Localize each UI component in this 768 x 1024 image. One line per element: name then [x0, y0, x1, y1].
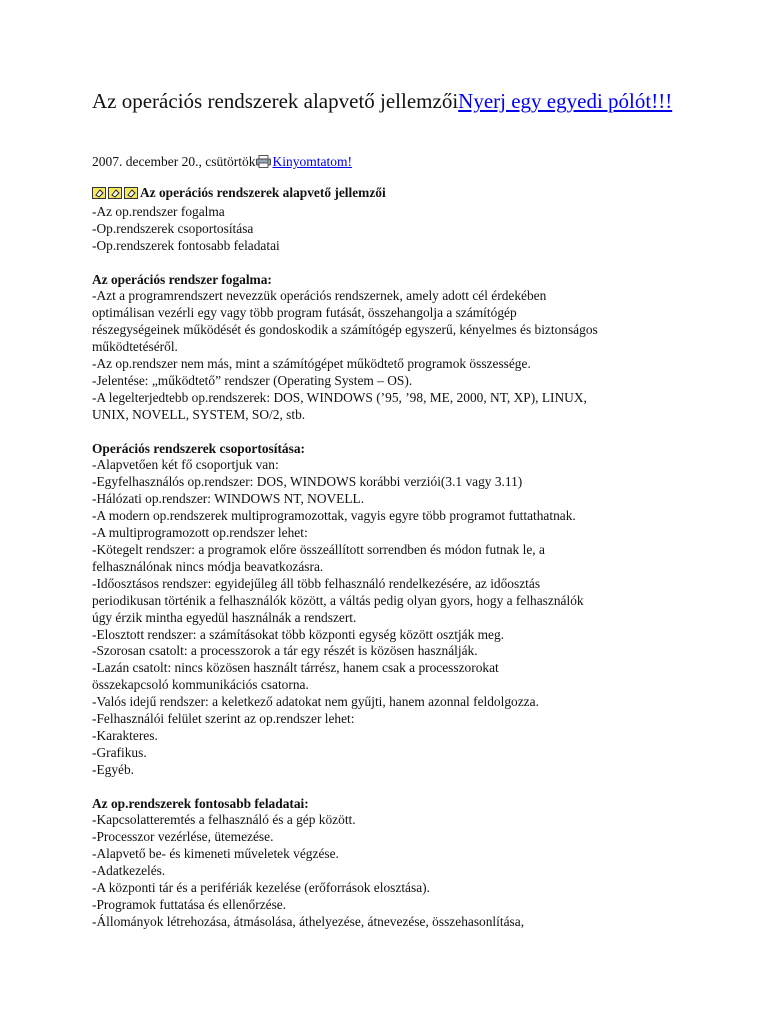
intro-line: -Op.rendszerek fontosabb feladatai [92, 237, 280, 253]
paragraph-line: -Egyéb. [92, 761, 135, 777]
paragraph-line: -Valós idejű rendszer: a keletkező adatokat nem gyűjti, hanem azonnal feldolgozza. [92, 694, 539, 710]
paragraph-line: -Lazán csatolt: nincs közösen használt tárrész, hanem csak a processzorokat [92, 660, 499, 676]
promo-link[interactable]: Nyerj egy egyedi pólót!!! [458, 89, 673, 113]
spacer [92, 779, 692, 796]
article-body [92, 185, 692, 931]
post-meta [92, 153, 352, 171]
print-link[interactable]: Kinyomtatom! [272, 154, 352, 169]
paragraph-line: -Processzor vezérlése, ütemezése. [92, 829, 274, 845]
paragraph-line: felhasználónak nincs módja beavatkozásra. [92, 558, 324, 574]
paragraph-line: -A legelterjedtebb op.rendszerek: DOS, WINDOWS (’95, ’98, ME, 2000, NT, XP), LINUX, [92, 389, 587, 405]
paragraph-line: működtetéséről. [92, 339, 178, 355]
section-heading-classification: Operációs rendszerek csoportosítása: [92, 440, 305, 456]
paragraph-line: periodikusan történik a felhasználók között, a váltás pedig olyan gyors, hogy a felhasználók [92, 592, 584, 608]
paragraph-line: -Egyfelhasználós op.rendszer: DOS, WINDOWS korábbi verziói(3.1 vagy 3.11) [92, 474, 523, 490]
post-date: 2007. december 20., csütörtök [92, 154, 256, 169]
paragraph-line: UNIX, NOVELL, SYSTEM, SO/2, stb. [92, 406, 306, 422]
paragraph-line: -A központi tár és a perifériák kezelése (erőforrások elosztása). [92, 880, 430, 896]
section-tasks [92, 812, 692, 930]
paragraph-line: úgy érzik mintha egyedül használnák a rendszert. [92, 609, 357, 625]
post-title-text: Az operációs rendszerek alapvető jellemzői [92, 89, 459, 113]
paragraph-line: -Szorosan csatolt: a processzorok a tár egy részét is közösen használják. [92, 643, 478, 659]
paragraph-line: -Kötegelt rendszer: a programok előre összeállított sorrendben és módon futnak le, a [92, 542, 545, 557]
paragraph-line: -Felhasználói felület szerint az op.rendszer lehet: [92, 711, 355, 727]
rating-icon [92, 187, 106, 199]
section-heading-tasks: Az op.rendszerek fontosabb feladatai: [92, 795, 309, 811]
paragraph-line: -A multiprogramozott op.rendszer lehet: [92, 525, 308, 541]
intro-line: -Op.rendszerek csoportosítása [92, 220, 254, 236]
paragraph-line: -Időosztásos rendszer: egyidejűleg áll több felhasználó rendelkezésére, az időosztás [92, 575, 541, 591]
paragraph-line: részegységeinek működését és gondoskodik a számítógép egyszerű, kényelmes és biztonságos [92, 322, 598, 338]
paragraph-line: -Állományok létrehozása, átmásolása, áthelyezése, átnevezése, összehasonlítása, [92, 913, 525, 929]
paragraph-line: -Karakteres. [92, 727, 158, 743]
paragraph-line: -Azt a programrendszert nevezzük operációs rendszernek, amely adott cél érdekében [92, 288, 547, 304]
paragraph-line: -Alapvető be- és kimeneti műveletek végzése. [92, 846, 339, 862]
paragraph-line: -Hálózati op.rendszer: WINDOWS NT, NOVELL. [92, 491, 365, 507]
paragraph-line: -Grafikus. [92, 744, 147, 760]
rating-icon [108, 187, 122, 199]
section-heading-concept: Az operációs rendszer fogalma: [92, 271, 272, 287]
intro-list [92, 204, 692, 255]
section-concept [92, 288, 692, 423]
paragraph-line: -Programok futtatása és ellenőrzése. [92, 897, 287, 913]
rating-icons [92, 187, 140, 204]
paragraph-line: -Jelentése: „működtető” rendszer (Operating System – OS). [92, 372, 413, 388]
printer-icon[interactable] [256, 155, 271, 168]
paragraph-line: összekapcsoló kommunikációs csatorna. [92, 677, 309, 693]
intro-line: -Az op.rendszer fogalma [92, 203, 225, 219]
paragraph-line: -Az op.rendszer nem más, mint a számítógépet működtető programok összessége. [92, 356, 531, 372]
intro-heading [92, 185, 692, 204]
section-classification [92, 457, 692, 778]
post-title [92, 88, 692, 114]
paragraph-line: -A modern op.rendszerek multiprogramozottak, vagyis egyre több programot futtathatnak. [92, 508, 576, 524]
paragraph-line: optimálisan vezérli egy vagy több program futását, összehangolja a számítógép [92, 305, 517, 321]
paragraph-line: -Kapcsolatteremtés a felhasználó és a gép között. [92, 812, 356, 828]
paragraph-line: -Elosztott rendszer: a számításokat több központi egység között osztják meg. [92, 626, 505, 642]
paragraph-line: -Alapvetően két fő csoportjuk van: [92, 457, 279, 473]
intro-heading-text: Az operációs rendszerek alapvető jellemzői [140, 185, 386, 200]
spacer [92, 255, 692, 272]
spacer [92, 424, 692, 441]
paragraph-line: -Adatkezelés. [92, 863, 166, 879]
rating-icon [124, 187, 138, 199]
